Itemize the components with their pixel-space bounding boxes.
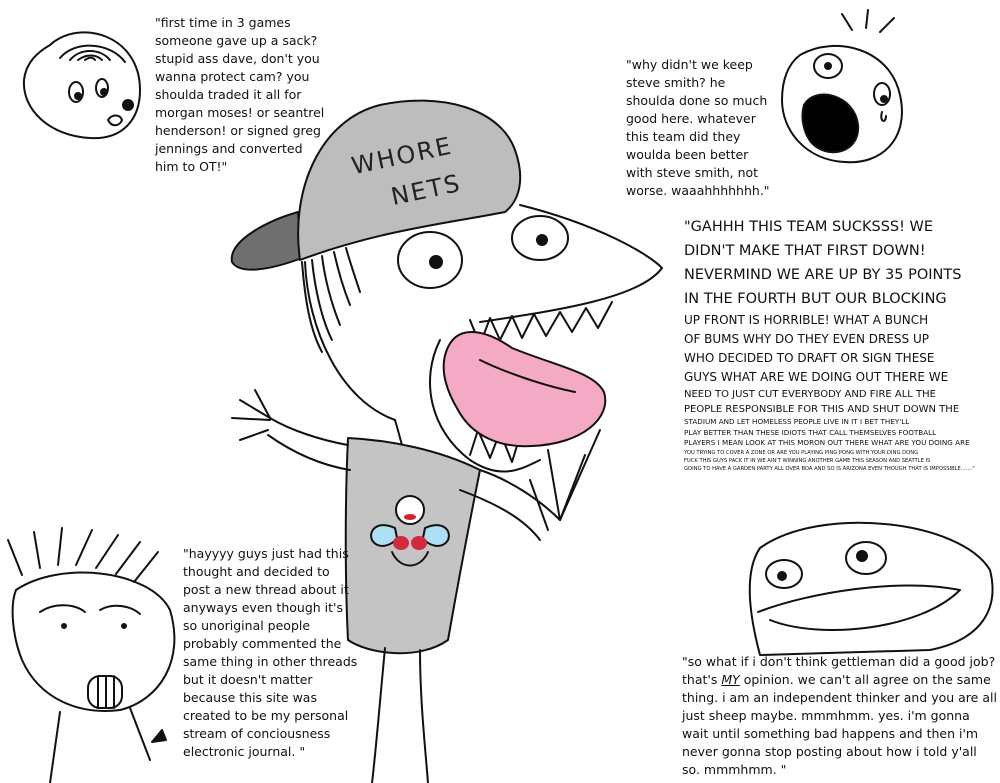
rant-line: GUYS WHAT ARE WE DOING OUT THERE WE bbox=[684, 370, 949, 384]
quote-bottom-right-start: "so what if i don't think gettleman did a good job? that's bbox=[682, 654, 996, 687]
quote-bottom-right-end: opinion. we can't all agree on the same thing. i am an independent thinker and you are all just sheep maybe. mmmhmm. yes. i'm gonna wait until something bad happens and then i'm never gonna stop posting about how i told y'all so. mmmhmm. " bbox=[682, 672, 997, 777]
rant-line: FUCK THIS GUYS PACK IT IN WE AIN'T WINNING ANOTHER GAME THIS SEASON AND SEATTLE IS bbox=[684, 457, 931, 464]
rant-line: OF BUMS WHY DO THEY EVEN DRESS UP bbox=[684, 332, 929, 346]
top-right-face bbox=[782, 10, 902, 162]
rant-line: NEED TO JUST CUT EVERYBODY AND FIRE ALL THE bbox=[684, 389, 936, 400]
rant-line: PLAY BETTER THAN THESE IDIOTS THAT CALL THEMSELVES FOOTBALL bbox=[684, 427, 937, 437]
rant-line: DIDN'T MAKE THAT FIRST DOWN! bbox=[684, 243, 926, 259]
top-left-face bbox=[24, 32, 140, 138]
rant-line: PLAYERS I MEAN LOOK AT THIS MORON OUT THERE WHAT ARE YOU DOING ARE bbox=[684, 438, 970, 447]
rant-line: STADIUM AND LET HOMELESS PEOPLE LIVE IN IT I BET THEY'LL bbox=[684, 417, 910, 426]
rant-line: NEVERMIND WE ARE UP BY 35 POINTS bbox=[684, 267, 962, 283]
quote-bottom-left: "hayyyy guys just had this thought and decided to post a new thread about it anyways even though it's so unoriginal people probably commented the same thing in other threads but it doesn't matter because this site was created to be my personal stream of conciousness electronic journal. " bbox=[183, 546, 358, 759]
rant-line: YOU TRYING TO COVER A ZONE OR ARE YOU PLAYING PING PONG WITH YOUR DING DONG bbox=[684, 449, 919, 456]
rant-line: IN THE FOURTH BUT OUR BLOCKING bbox=[684, 291, 947, 307]
bottom-left-face bbox=[8, 528, 174, 783]
hat-text-line1: WHORE bbox=[349, 131, 456, 181]
quote-top-right: "why didn't we keep steve smith? he shoulda done so much good here. whatever this team did they woulda been better with steve smith, not worse. waaahhhhhhh." bbox=[626, 57, 770, 198]
rant-line: "GAHHH THIS TEAM SUCKSSS! WE bbox=[684, 219, 934, 235]
quote-bottom-right bbox=[682, 653, 997, 779]
bottom-right-face bbox=[750, 523, 993, 655]
rant-line: WHO DECIDED TO DRAFT OR SIGN THESE bbox=[684, 351, 935, 365]
quote-top-left: "first time in 3 games someone gave up a sack? stupid ass dave, don't you wanna protect cam? you shoulda traded it all for morgan moses! or seantrel henderson! or signed greg jennings and converted him to OT!" bbox=[155, 15, 325, 174]
rant-line: GOING TO HAVE A GARDEN PARTY ALL OVER BOA AND SO IS ARIZONA EVEN THOUGH THAT IS IMPOSSIBLE......." bbox=[684, 465, 975, 472]
rant-line: PEOPLE RESPONSIBLE FOR THIS AND SHUT DOWN THE bbox=[684, 404, 960, 415]
quote-bottom-right-emphasis: MY bbox=[721, 672, 740, 687]
quote-main-rant bbox=[684, 215, 996, 473]
rant-line: UP FRONT IS HORRIBLE! WHAT A BUNCH bbox=[684, 313, 929, 327]
hat-text-line2: NETS bbox=[388, 168, 464, 212]
